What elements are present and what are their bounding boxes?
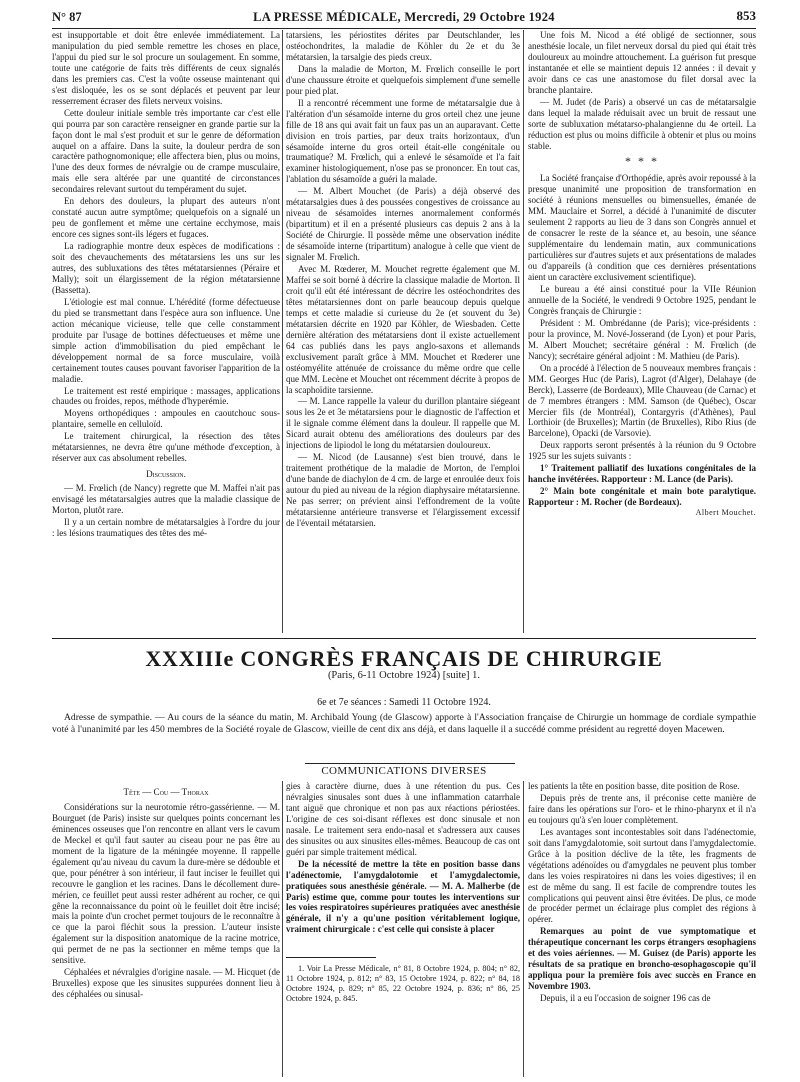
- paragraph: La radiographie montre deux espèces de modifications : soit des chevauchements des métatarsiens les uns sur les autres, des subluxations des têtes métatarsiennes (Péraire et Mally); soit un élargissement de la région métatarsienne (Bassetta).: [52, 241, 280, 295]
- column-divider: [282, 781, 283, 1077]
- section-rule: [52, 638, 756, 639]
- congres-subtitle: (Paris, 6-11 Octobre 1924) [suite] 1.: [327, 670, 481, 681]
- paragraph: Le traitement chirurgical, la résection des têtes métatarsiennes, ne devra être qu'une méthode d'exception, à réserver aux cas absolument rebelles.: [52, 431, 280, 464]
- paragraph: Considérations sur la neurotomie rétro-gassérienne. — M. Bourguet (de Paris) insiste sur quelques points concernant les éminences osseuses que l'on rencontre en allant vers le cavum de Meckel et qu'il faut sauter au ciseau pour ne pas être au moment de la ligature de la méningée moyenne. Il rappelle également qu'au niveau du cavum la dure-mère se dédouble et que, pour pénétrer à son intérieur, il faut inciser le feuillet qui recouvre le ganglion et les racines. Dans le décollement dure-mérien, ce feuillet peut aussi rester adhérent au rocher, ce qui gêne la reconnaissance du point où le feuillet doit être incisé; mais la pointe d'un crochet permet toujours de le reconnaître à ce que la paroi fléchit sous la pression. L'auteur insiste également sur la disposition anatomique de la racine motrice, qui permet de ne pas la sectionner en même temps que la sensitive.: [52, 801, 280, 966]
- paragraph: Céphalées et névralgies d'origine nasale. — M. Hicquet (de Bruxelles) expose que les sinusites suppurées donnent lieu à des céphalées ou sinusal-: [52, 967, 280, 1000]
- report-item: 2° Main bote congénitale et main bote paralytique. Rapporteur : M. Rocher (de Bordeaux).: [528, 486, 756, 508]
- paragraph: Depuis, il a eu l'occasion de soigner 196 cas de: [540, 993, 711, 1004]
- paragraph: Moyens orthopédiques : ampoules en caoutchouc sous-plantaire, semelle en celluloïd.: [52, 408, 280, 430]
- footnote-rule: [286, 957, 376, 958]
- paragraph: les patients la tête en position basse, dite position de Rose.: [528, 781, 740, 791]
- paragraph: — M. Frœlich (de Nancy) regrette que M. Maffei n'ait pas envisagé les métatarsalgies autres que la maladie classique de Morton, plutôt rare.: [52, 483, 280, 516]
- paragraph: Cette douleur initiale semble très importante car c'est elle qui pourra par son caractère renseigner en grande partie sur la façon dont le mal s'est produit et sur le genre de déformation auquel on a affaire. Dans la suite, la douleur perdra de son caractère pathognomonique; elle affectera bien, plus ou moins, l'une des deux formes de névralgie ou de crampe musculaire, mais elle sera altérée par une quantité de circonstances secondaires relevant surtout du tempérament du sujet.: [52, 107, 280, 195]
- section-separator: * * *: [625, 154, 659, 169]
- paragraph: est insupportable et doit être enlevée immédiatement. La manipulation du pied semble remettre les choses en place, l'appui du pied sur le sol procure un soulagement. En somme, toute une catégorie de faits très différents de ceux signalés dans les premiers cas. C'est la voûte osseuse maintenant qui s'est disloquée, les os se sont déplacés et peuvent par leur resserrement écraser des filets nerveux voisins.: [52, 30, 280, 106]
- congres-title: XXXIIIe CONGRÈS FRANÇAIS DE CHIRURGIE: [145, 646, 663, 671]
- paragraph: Remarques au point de vue symptomatique et thérapeutique concernant les corps étrangers œsophagiens et des voies aériennes. — M. Guisez (de Paris) apporte les résultats de sa pratique en broncho-œsophagoscopie qu'il appliqua pour la première fois avec succès en France en Novembre 1903.: [528, 926, 756, 992]
- column-divider: [523, 30, 524, 633]
- paragraph: Depuis près de trente ans, il préconise cette manière de faire dans les opérations sur l'oro- et le rhino-pharynx et il n'a eu toujours qu'à s'en louer complètement.: [528, 792, 756, 825]
- paragraph: — M. Albert Mouchet (de Paris) a déjà observé des métatarsalgies dues à des poussées congestives de croissance au niveau de sésamoïdes internes anormalement conformés (bipartitum) et il en a présenté plusieurs cas depuis 2 ans à la Société de Chirurgie. Il possède même une observation inédite de sésamoïde interne (tripartitum) analogue à celle que vient de signaler M. Frœlich.: [286, 186, 520, 263]
- paragraph: Deux rapports seront présentés à la réunion du 9 Octobre 1925 sur les sujets suivants :: [528, 440, 756, 462]
- communications-column-3: [528, 781, 756, 1004]
- page-number: 853: [736, 8, 756, 23]
- communications-rule: [305, 763, 515, 764]
- signature: Albert Mouchet.: [695, 508, 756, 518]
- paragraph: Le traitement est resté empirique : massages, applications chaudes ou froides, repos, méthode d'hyperémie.: [52, 385, 280, 407]
- paragraph: Il a rencontré récemment une forme de métatarsalgie due à l'altération d'un sésamoïde interne du gros orteil chez une jeune fille de 18 ans qui avait fait un faux pas un an auparavant. Cette division en trois parties, par deux traits horizontaux, d'un sésamoïde interne du gros orteil était-elle congénitale ou traumatique? M. Frœlich, qui a enlevé le sésamoïde et l'a fait examiner histologiquement, n'ose pas se prononcer. En tout cas, l'ablation du sésamoïde a guéri la malade.: [286, 97, 520, 185]
- section-heading: Tête — Cou — Thorax: [123, 787, 209, 797]
- report-item: 1° Traitement palliatif des luxations congénitales de la hanche invétérées. Rapporteur : M. Lance (de Paris).: [528, 463, 756, 485]
- discussion-heading: Discussion.: [146, 469, 186, 480]
- column-2: [286, 30, 520, 529]
- column-3: [528, 30, 756, 519]
- column-1: [52, 30, 280, 539]
- communications-column-2: [286, 781, 520, 1004]
- paragraph: On a procédé à l'élection de 5 nouveaux membres français : MM. Georges Huc (de Paris), Lagrot (d'Alger), Delahaye (de Berck), Lasserre (de Bordeaux), Mlle Chauveau (de Carnac) et de 7 membres étrangers : MM. Samson (de Québec), Oscar Mercier fils (de Montréal), Contargyris (d'Athènes), Paul Lorthioir (de Bruxelles); Martin (de Bruxelles), Ribo Rius (de Barcelone), Opacki (de Varsovie).: [528, 362, 756, 439]
- paragraph: tatarsiens, les périostites dérites par Deutschlander, les ostéochondrites, la maladie de Köhler du 2e et du 3e métatarsien, la tarsalgie des pieds creux.: [286, 30, 520, 62]
- paragraph: Dans la maladie de Morton, M. Frœlich conseille le port d'une chaussure étroite et quelquefois simplement d'une semelle pour pied plat.: [286, 63, 520, 96]
- paragraph: L'étiologie est mal connue. L'hérédité (forme défectueuse du pied se transmettant dans l'espèce aura son influence. Une action mécanique vicieuse, telle que celle constamment produite par l'usage de bottines défectueuses et même une simple action d'immobilisation du pied empêchant le développement normal de sa force musculaire, voilà certainement toutes causes pouvant favoriser l'apparition de la maladie.: [52, 296, 280, 384]
- communications-column-1: [52, 781, 280, 1000]
- paragraph: De la nécessité de mettre la tête en position basse dans l'adénectomie, l'amygdalotomie et l'amygdalectomie, pratiquées sous anesthésie générale. — M. A. Malherbe (de Paris) estime que, comme pour toutes les interventions sur les voies respiratoires supérieures pratiquées avec anesthésie générale, il n'y a qu'une position véritablement logique, vraiment chirurgicale : c'est celle qui consiste à placer: [286, 858, 520, 935]
- paragraph: — M. Lance rappelle la valeur du durillon plantaire siégeant sous les 2e et 3e métatarsiens pour le diagnostic de l'affection et il le signale comme élément dans la douleur. Il rappelle que M. Sicard aurait obtenu des améliorations des douleurs par des injections de lipiodol le long du métatarsien douloureux.: [286, 396, 520, 451]
- communications-title: COMMUNICATIONS DIVERSES: [321, 765, 487, 777]
- journal-title: LA PRESSE MÉDICALE, Mercredi, 29 Octobre 1924: [253, 10, 555, 24]
- seance-date: 6e et 7e séances : Samedi 11 Octobre 1924.: [317, 697, 491, 708]
- paragraph: En dehors des douleurs, la plupart des auteurs n'ont constaté aucun autre symptôme; quelquefois on a signalé un peu de gonflement et même une certaine ecchymose, mais encore ces signes sont-ils légers et fugaces.: [52, 196, 280, 240]
- paragraph: — M. Judet (de Paris) a observé un cas de métatarsalgie dans lequel la malade réduisait avec un bruit de ressaut une sorte de subluxation métatarso-phalangienne du 4e orteil. La réduction est plus ou moins difficile à obtenir et plus ou moins stable.: [528, 96, 756, 151]
- issue-number: N° 87: [52, 10, 82, 24]
- adresse-de-sympathie: [52, 712, 756, 736]
- column-divider: [282, 30, 283, 633]
- paragraph: Le bureau a été ainsi constitué pour la VIIe Réunion annuelle de la Société, le vendredi 9 Octobre 1925, pendant le Congrès français de Chirurgie :: [528, 284, 756, 316]
- paragraph: gies à caractère diurne, dues à une rétention du pus. Ces névralgies sinusales sont dues à une inflammation catarrhale tant aiguë que chronique et non pas aux réactions périostées. L'origine de ces soi-disant réflexes est donc sinusale et non nasale. Le traitement sera endo-nasal et s'adressera aux causes des sinusites ou aux sinusites elles-mêmes. Beaucoup de cas ont guéri par simple traitement médical.: [286, 781, 520, 857]
- paragraph: Président : M. Ombrédanne (de Paris); vice-présidents : pour la province, M. Nové-Josserand (de Lyon) et pour Paris, M. Albert Mouchet; secrétaire général : M. Frœlich (de Nancy); secrétaire général adjoint : M. Mathieu (de Paris).: [528, 317, 756, 361]
- paragraph: — M. Nicod (de Lausanne) s'est bien trouvé, dans le traitement prothétique de la maladie de Morton, de l'emploi d'une bande de diachylon de 4 cm. de large et enroulée deux fois autour du pied au niveau de la région diaphysaire métatarsienne. Ne pas serrer; on prévient ainsi l'effondrement de la voûte métatarsienne antérieure transverse et l'élargissement excessif de l'éventail métatarsien.: [286, 452, 520, 528]
- footnote: 1. Voir La Presse Médicale, n° 81, 8 Octobre 1924, p. 804; n° 82, 11 Octobre 1924, p. 812; n° 83, 15 Octobre 1924, p. 822; n° 84, 18 Octobre 1924, p. 829; n° 85, 22 Octobre 1924, p. 836; n° 86, 25 Octobre 1924, p. 845.: [286, 964, 520, 1004]
- column-divider: [523, 781, 524, 1077]
- paragraph: Les avantages sont incontestables soit dans l'adénectomie, soit dans l'amygdalotomie, soit surtout dans l'amygdalectomie. Grâce à la position déclive de la tête, les fragments de végétations adénoïdes ou d'amygdales ne peuvent plus tomber dans les voies respiratoires ni dans les voies digestives; il en est de même du sang. Il est facile de comprendre toutes les complications qui peuvent ainsi être évitées. De plus, ce mode de procéder permet un éclairage plus complet des régions à opérer.: [528, 826, 756, 925]
- paragraph: Avec M. Rœderer, M. Mouchet regrette également que M. Maffei se soit borné à décrire la classique maladie de Morton. Il croit qu'il eût été intéressant de décrire les ostéochondrites des têtes métatarsiennes dont on parle beaucoup depuis quelque temps et cette maladie si curieuse du 2e (et souvent du 3e) métatarsien décrite en 1920 par Köhler, de Wiesbaden. Cette dernière altération des métatarsiens dont il existe actuellement 64 cas publiés dans les pays anglo-saxons et allemands exclusivement paraît grâce à MM. Mouchet et Rœderer une ostéomyélite atténuée de croissance du même ordre que celle que MM. Lecène et Mouchet ont récemment décrite à propos de la scaphoïdite tarsienne.: [286, 264, 520, 395]
- paragraph: Une fois M. Nicod a été obligé de sectionner, sous anesthésie locale, un filet nerveux dorsal du pied qui était très douloureux au moindre attouchement. La guérison fut presque instantanée et elle se maintient depuis 12 années : il devait y avoir dans ce cas une anastomose du filet dorsal avec la branche plantaire.: [528, 30, 756, 95]
- paragraph: La Société française d'Orthopédie, après avoir repoussé à la presque unanimité une proposition de transformation en société à réunions mensuelles ou bimensuelles, émanée de MM. Mauclaire et Sorrel, a décidé à l'unanimité de discuter seulement 2 rapports au lieu de 3 dans son Congrès annuel et de consacrer le reste de la séance et, au besoin, une séance supplémentaire du lendemain matin, aux communications particulières sur d'autres sujets et aux présentations de malades ou d'appareils (à condition que ces dernières présentations aient un caractère exclusivement scientifique).: [528, 173, 756, 283]
- page-header: [52, 10, 756, 29]
- paragraph: Adresse de sympathie. — Au cours de la séance du matin, M. Archibald Young (de Glascow) apporte à l'Association française de Chirurgie un hommage de cordiale sympathie voté à l'unanimité par les 450 membres de la Société royale de Glascow, vieille de cent dix ans déjà, et dans laquelle il a succédé comme président au regretté doyen Macewen.: [52, 712, 756, 735]
- paragraph: Il y a un certain nombre de métatarsalgies à l'ordre du jour : les lésions traumatiques des têtes des mé-: [52, 516, 280, 538]
